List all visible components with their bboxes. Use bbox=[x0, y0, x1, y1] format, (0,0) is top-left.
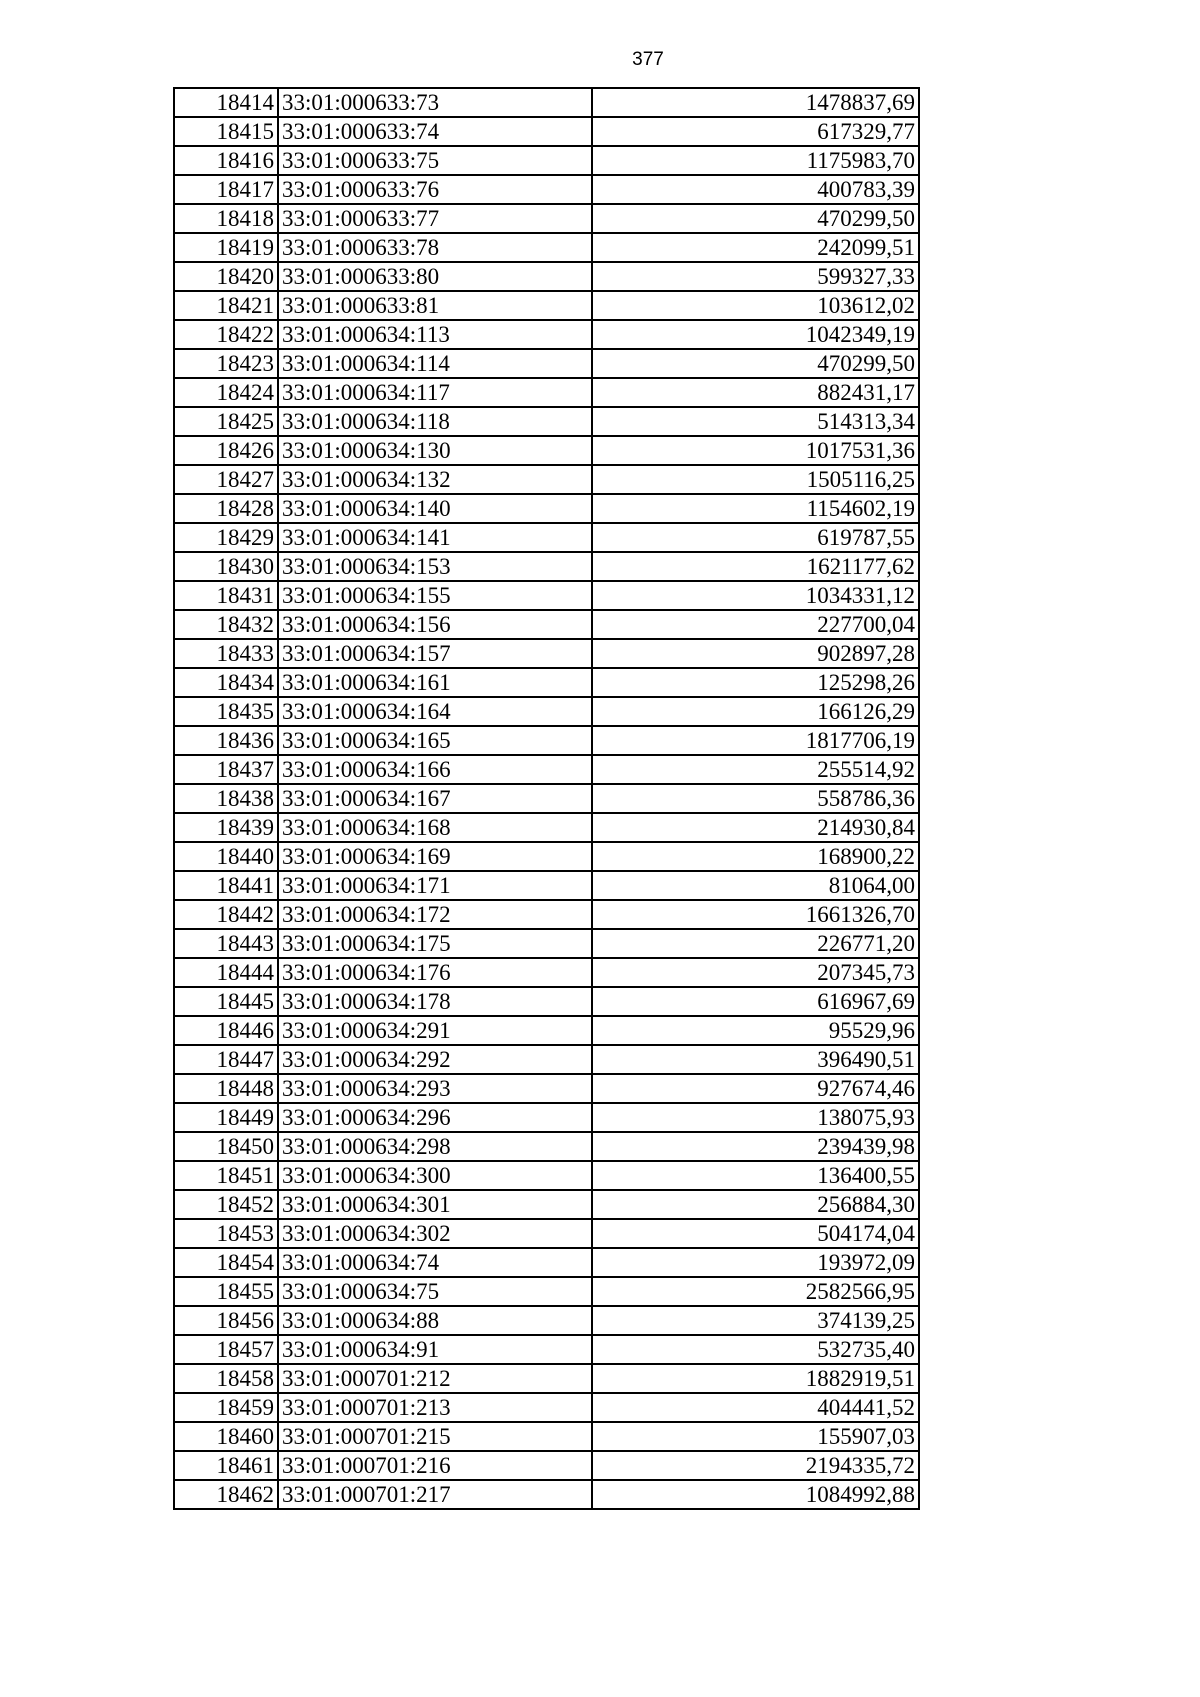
cadastral-number-cell: 33:01:000633:78 bbox=[278, 233, 592, 262]
table-row bbox=[174, 929, 919, 958]
row-number-cell: 18445 bbox=[174, 987, 278, 1016]
table-row bbox=[174, 378, 919, 407]
row-number-cell: 18424 bbox=[174, 378, 278, 407]
cadastral-value-cell: 1882919,51 bbox=[592, 1364, 919, 1393]
row-number-cell: 18420 bbox=[174, 262, 278, 291]
cadastral-value-cell: 256884,30 bbox=[592, 1190, 919, 1219]
cadastral-number-cell: 33:01:000634:74 bbox=[278, 1248, 592, 1277]
cadastral-number-cell: 33:01:000634:155 bbox=[278, 581, 592, 610]
cadastral-value-cell: 242099,51 bbox=[592, 233, 919, 262]
cadastral-number-cell: 33:01:000634:132 bbox=[278, 465, 592, 494]
table-row bbox=[174, 1045, 919, 1074]
row-number-cell: 18442 bbox=[174, 900, 278, 929]
table-row bbox=[174, 1248, 919, 1277]
cadastral-value-cell: 1817706,19 bbox=[592, 726, 919, 755]
table-row bbox=[174, 407, 919, 436]
cadastral-value-cell: 599327,33 bbox=[592, 262, 919, 291]
cadastral-value-cell: 2194335,72 bbox=[592, 1451, 919, 1480]
table-row bbox=[174, 1190, 919, 1219]
cadastral-value-cell: 396490,51 bbox=[592, 1045, 919, 1074]
cadastral-number-cell: 33:01:000701:213 bbox=[278, 1393, 592, 1422]
cadastral-number-cell: 33:01:000634:166 bbox=[278, 755, 592, 784]
cadastral-value-cell: 1478837,69 bbox=[592, 88, 919, 117]
cadastral-number-cell: 33:01:000634:178 bbox=[278, 987, 592, 1016]
cadastral-value-cell: 514313,34 bbox=[592, 407, 919, 436]
table-row bbox=[174, 668, 919, 697]
table-row bbox=[174, 1103, 919, 1132]
row-number-cell: 18418 bbox=[174, 204, 278, 233]
row-number-cell: 18429 bbox=[174, 523, 278, 552]
row-number-cell: 18458 bbox=[174, 1364, 278, 1393]
table-row bbox=[174, 842, 919, 871]
cadastral-value-cell: 1042349,19 bbox=[592, 320, 919, 349]
cadastral-value-cell: 404441,52 bbox=[592, 1393, 919, 1422]
table-row bbox=[174, 175, 919, 204]
cadastral-number-cell: 33:01:000634:156 bbox=[278, 610, 592, 639]
cadastral-value-cell: 1034331,12 bbox=[592, 581, 919, 610]
cadastral-value-cell: 255514,92 bbox=[592, 755, 919, 784]
table-row bbox=[174, 204, 919, 233]
cadastral-number-cell: 33:01:000633:80 bbox=[278, 262, 592, 291]
cadastral-number-cell: 33:01:000633:75 bbox=[278, 146, 592, 175]
row-number-cell: 18415 bbox=[174, 117, 278, 146]
table-row bbox=[174, 1393, 919, 1422]
row-number-cell: 18456 bbox=[174, 1306, 278, 1335]
row-number-cell: 18444 bbox=[174, 958, 278, 987]
cadastral-value-cell: 1621177,62 bbox=[592, 552, 919, 581]
cadastral-value-cell: 239439,98 bbox=[592, 1132, 919, 1161]
cadastral-value-cell: 226771,20 bbox=[592, 929, 919, 958]
cadastral-number-cell: 33:01:000634:161 bbox=[278, 668, 592, 697]
row-number-cell: 18419 bbox=[174, 233, 278, 262]
row-number-cell: 18459 bbox=[174, 1393, 278, 1422]
cadastral-value-cell: 95529,96 bbox=[592, 1016, 919, 1045]
row-number-cell: 18457 bbox=[174, 1335, 278, 1364]
cadastral-value-cell: 470299,50 bbox=[592, 204, 919, 233]
table-row bbox=[174, 813, 919, 842]
cadastral-value-cell: 155907,03 bbox=[592, 1422, 919, 1451]
table-row bbox=[174, 1480, 919, 1509]
table-row bbox=[174, 987, 919, 1016]
cadastral-number-cell: 33:01:000634:293 bbox=[278, 1074, 592, 1103]
row-number-cell: 18427 bbox=[174, 465, 278, 494]
table-row bbox=[174, 320, 919, 349]
cadastral-number-cell: 33:01:000634:302 bbox=[278, 1219, 592, 1248]
cadastral-value-cell: 617329,77 bbox=[592, 117, 919, 146]
cadastral-value-cell: 193972,09 bbox=[592, 1248, 919, 1277]
cadastral-number-cell: 33:01:000634:113 bbox=[278, 320, 592, 349]
page-number: 377 bbox=[632, 49, 664, 70]
row-number-cell: 18441 bbox=[174, 871, 278, 900]
row-number-cell: 18453 bbox=[174, 1219, 278, 1248]
cadastral-value-cell: 558786,36 bbox=[592, 784, 919, 813]
cadastral-number-cell: 33:01:000634:175 bbox=[278, 929, 592, 958]
cadastral-number-cell: 33:01:000634:301 bbox=[278, 1190, 592, 1219]
cadastral-value-cell: 902897,28 bbox=[592, 639, 919, 668]
row-number-cell: 18461 bbox=[174, 1451, 278, 1480]
cadastral-value-cell: 166126,29 bbox=[592, 697, 919, 726]
row-number-cell: 18428 bbox=[174, 494, 278, 523]
cadastral-number-cell: 33:01:000634:171 bbox=[278, 871, 592, 900]
cadastral-value-cell: 504174,04 bbox=[592, 1219, 919, 1248]
row-number-cell: 18448 bbox=[174, 1074, 278, 1103]
row-number-cell: 18435 bbox=[174, 697, 278, 726]
table-row bbox=[174, 1335, 919, 1364]
cadastral-number-cell: 33:01:000634:296 bbox=[278, 1103, 592, 1132]
table-row bbox=[174, 1219, 919, 1248]
table-row bbox=[174, 117, 919, 146]
cadastral-value-cell: 136400,55 bbox=[592, 1161, 919, 1190]
row-number-cell: 18432 bbox=[174, 610, 278, 639]
cadastral-value-cell: 227700,04 bbox=[592, 610, 919, 639]
table-row bbox=[174, 871, 919, 900]
table-row bbox=[174, 494, 919, 523]
cadastral-number-cell: 33:01:000634:140 bbox=[278, 494, 592, 523]
cadastral-value-cell: 400783,39 bbox=[592, 175, 919, 204]
table-row bbox=[174, 552, 919, 581]
row-number-cell: 18417 bbox=[174, 175, 278, 204]
row-number-cell: 18451 bbox=[174, 1161, 278, 1190]
cadastral-number-cell: 33:01:000634:300 bbox=[278, 1161, 592, 1190]
cadastral-number-cell: 33:01:000633:81 bbox=[278, 291, 592, 320]
row-number-cell: 18430 bbox=[174, 552, 278, 581]
row-number-cell: 18438 bbox=[174, 784, 278, 813]
cadastral-number-cell: 33:01:000634:130 bbox=[278, 436, 592, 465]
table-row bbox=[174, 436, 919, 465]
cadastral-number-cell: 33:01:000634:176 bbox=[278, 958, 592, 987]
table-row bbox=[174, 465, 919, 494]
cadastral-number-cell: 33:01:000634:88 bbox=[278, 1306, 592, 1335]
cadastral-number-cell: 33:01:000634:165 bbox=[278, 726, 592, 755]
cadastral-number-cell: 33:01:000634:117 bbox=[278, 378, 592, 407]
cadastral-value-cell: 470299,50 bbox=[592, 349, 919, 378]
cadastral-value-cell: 532735,40 bbox=[592, 1335, 919, 1364]
cadastral-number-cell: 33:01:000633:76 bbox=[278, 175, 592, 204]
table-row bbox=[174, 88, 919, 117]
cadastral-number-cell: 33:01:000634:114 bbox=[278, 349, 592, 378]
cadastral-number-cell: 33:01:000634:157 bbox=[278, 639, 592, 668]
cadastral-value-cell: 1084992,88 bbox=[592, 1480, 919, 1509]
row-number-cell: 18437 bbox=[174, 755, 278, 784]
cadastral-number-cell: 33:01:000634:168 bbox=[278, 813, 592, 842]
cadastral-number-cell: 33:01:000634:167 bbox=[278, 784, 592, 813]
cadastral-number-cell: 33:01:000634:291 bbox=[278, 1016, 592, 1045]
cadastral-value-cell: 103612,02 bbox=[592, 291, 919, 320]
row-number-cell: 18460 bbox=[174, 1422, 278, 1451]
cadastral-number-cell: 33:01:000634:172 bbox=[278, 900, 592, 929]
row-number-cell: 18462 bbox=[174, 1480, 278, 1509]
table-row bbox=[174, 291, 919, 320]
row-number-cell: 18439 bbox=[174, 813, 278, 842]
table-row bbox=[174, 1074, 919, 1103]
cadastral-number-cell: 33:01:000634:164 bbox=[278, 697, 592, 726]
cadastral-value-cell: 616967,69 bbox=[592, 987, 919, 1016]
cadastral-number-cell: 33:01:000634:298 bbox=[278, 1132, 592, 1161]
row-number-cell: 18436 bbox=[174, 726, 278, 755]
cadastral-number-cell: 33:01:000633:73 bbox=[278, 88, 592, 117]
table-row bbox=[174, 523, 919, 552]
row-number-cell: 18434 bbox=[174, 668, 278, 697]
cadastral-number-cell: 33:01:000634:169 bbox=[278, 842, 592, 871]
table-row bbox=[174, 581, 919, 610]
cadastral-value-cell: 374139,25 bbox=[592, 1306, 919, 1335]
cadastral-number-cell: 33:01:000701:216 bbox=[278, 1451, 592, 1480]
cadastral-value-cell: 1661326,70 bbox=[592, 900, 919, 929]
cadastral-number-cell: 33:01:000634:75 bbox=[278, 1277, 592, 1306]
cadastral-number-cell: 33:01:000701:215 bbox=[278, 1422, 592, 1451]
row-number-cell: 18455 bbox=[174, 1277, 278, 1306]
row-number-cell: 18422 bbox=[174, 320, 278, 349]
cadastral-value-cell: 1175983,70 bbox=[592, 146, 919, 175]
cadastral-number-cell: 33:01:000633:77 bbox=[278, 204, 592, 233]
table-row bbox=[174, 726, 919, 755]
row-number-cell: 18416 bbox=[174, 146, 278, 175]
cadastral-value-cell: 619787,55 bbox=[592, 523, 919, 552]
table-row bbox=[174, 1364, 919, 1393]
row-number-cell: 18431 bbox=[174, 581, 278, 610]
table-row bbox=[174, 755, 919, 784]
row-number-cell: 18425 bbox=[174, 407, 278, 436]
table-row bbox=[174, 349, 919, 378]
cadastral-number-cell: 33:01:000634:153 bbox=[278, 552, 592, 581]
cadastral-value-cell: 125298,26 bbox=[592, 668, 919, 697]
row-number-cell: 18452 bbox=[174, 1190, 278, 1219]
row-number-cell: 18423 bbox=[174, 349, 278, 378]
row-number-cell: 18433 bbox=[174, 639, 278, 668]
table-row bbox=[174, 262, 919, 291]
table-row bbox=[174, 639, 919, 668]
cadastral-value-cell: 214930,84 bbox=[592, 813, 919, 842]
table-row bbox=[174, 1451, 919, 1480]
cadastral-value-cell: 168900,22 bbox=[592, 842, 919, 871]
cadastral-number-cell: 33:01:000701:212 bbox=[278, 1364, 592, 1393]
table-row bbox=[174, 900, 919, 929]
table-row bbox=[174, 1161, 919, 1190]
row-number-cell: 18450 bbox=[174, 1132, 278, 1161]
cadastral-value-cell: 1505116,25 bbox=[592, 465, 919, 494]
row-number-cell: 18449 bbox=[174, 1103, 278, 1132]
cadastral-value-table bbox=[173, 87, 920, 1510]
table-row bbox=[174, 233, 919, 262]
table-row bbox=[174, 958, 919, 987]
row-number-cell: 18447 bbox=[174, 1045, 278, 1074]
table-body bbox=[174, 88, 919, 1509]
row-number-cell: 18443 bbox=[174, 929, 278, 958]
cadastral-value-cell: 1154602,19 bbox=[592, 494, 919, 523]
table-row bbox=[174, 1132, 919, 1161]
cadastral-number-cell: 33:01:000634:141 bbox=[278, 523, 592, 552]
table-row bbox=[174, 1306, 919, 1335]
table-row bbox=[174, 697, 919, 726]
cadastral-number-cell: 33:01:000634:91 bbox=[278, 1335, 592, 1364]
table-row bbox=[174, 784, 919, 813]
cadastral-value-cell: 882431,17 bbox=[592, 378, 919, 407]
cadastral-value-cell: 81064,00 bbox=[592, 871, 919, 900]
table-row bbox=[174, 146, 919, 175]
table-row bbox=[174, 1277, 919, 1306]
cadastral-value-cell: 1017531,36 bbox=[592, 436, 919, 465]
cadastral-value-cell: 927674,46 bbox=[592, 1074, 919, 1103]
cadastral-number-cell: 33:01:000634:118 bbox=[278, 407, 592, 436]
row-number-cell: 18414 bbox=[174, 88, 278, 117]
cadastral-number-cell: 33:01:000701:217 bbox=[278, 1480, 592, 1509]
row-number-cell: 18446 bbox=[174, 1016, 278, 1045]
row-number-cell: 18426 bbox=[174, 436, 278, 465]
row-number-cell: 18454 bbox=[174, 1248, 278, 1277]
cadastral-value-cell: 2582566,95 bbox=[592, 1277, 919, 1306]
cadastral-number-cell: 33:01:000634:292 bbox=[278, 1045, 592, 1074]
table-row bbox=[174, 1016, 919, 1045]
cadastral-number-cell: 33:01:000633:74 bbox=[278, 117, 592, 146]
row-number-cell: 18421 bbox=[174, 291, 278, 320]
table-row bbox=[174, 610, 919, 639]
cadastral-value-cell: 138075,93 bbox=[592, 1103, 919, 1132]
row-number-cell: 18440 bbox=[174, 842, 278, 871]
table-row bbox=[174, 1422, 919, 1451]
cadastral-value-cell: 207345,73 bbox=[592, 958, 919, 987]
